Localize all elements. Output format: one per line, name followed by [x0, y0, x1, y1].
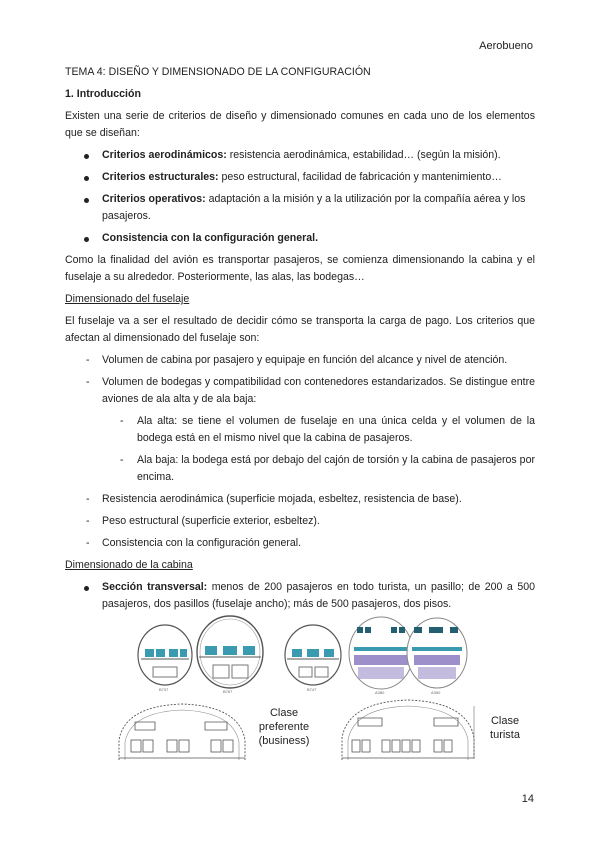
cabin-bullet-text: menos de 200 pasajeros en todo turista, un pasillo; de 200 a 500 pasajeros, dos pasillos (fuselaje ancho); más de 500 pasajeros, dos pisos.: [102, 581, 535, 610]
cross-section-tag: B767: [223, 689, 233, 694]
criteria-text: peso estructural, facilidad de fabricación y mantenimiento…: [218, 171, 502, 183]
cabin-bullet: [65, 579, 535, 613]
business-class-label: Clase preferente (business): [258, 707, 310, 747]
criteria-term: Criterios estructurales:: [102, 171, 219, 183]
fuselage-subitem-text: Ala baja: la bodega está por debajo del cajón de torsión y la cabina de pasajeros por encima.: [137, 454, 535, 483]
bullet-dot: [84, 154, 89, 159]
cross-section-tag: B747: [307, 687, 317, 692]
intro-closing: Como la finalidad del avión es transportar pasajeros, se comienza dimensionando la cabina y el fuselaje a su alrededor. Posteriormente, las alas, las bodegas…: [65, 254, 535, 283]
business-class-sketch: [115, 700, 250, 762]
cross-section-tag: A350: [431, 690, 441, 695]
criteria-text: resistencia aerodinámica, estabilidad… (según la misión).: [226, 149, 501, 161]
fuselage-item-text: Volumen de bodegas y compatibilidad con contenedores estandarizados. Se distingue entre aviones de ala alta y de ala baja:: [102, 376, 535, 405]
criteria-text: adaptación a la misión y a la utilización por la compañía aérea y los pasajeros.: [102, 193, 526, 222]
fuselage-item: - Peso estructural (superficie exterior, esbeltez).: [86, 515, 320, 527]
criteria-term: Criterios operativos:: [102, 193, 206, 205]
cross-section-double-deck: [349, 617, 413, 695]
fuselage-item: - Resistencia aerodinámica (superficie mojada, esbeltez, resistencia de base).: [86, 493, 462, 505]
fuselage-subitem: - Ala baja: la bodega está por debajo del cajón de torsión y la cabina de pasajeros por encima.: [120, 454, 535, 483]
fuselage-subitem: - Ala alta: se tiene el volumen de fuselaje en una única celda y el volumen de la bodega está en el mismo nivel que la cabina de pasajeros.: [120, 415, 535, 444]
criteria-term: Consistencia con la configuración general.: [102, 232, 319, 244]
running-header: Aerobueno: [479, 40, 533, 52]
intro-paragraph: Existen una serie de criterios de diseño y dimensionado comunes en cada uno de los elementos que se diseñan:: [65, 110, 535, 139]
cross-section-widebody: [197, 616, 263, 694]
fuselage-item-text: Peso estructural (superficie exterior, esbeltez).: [102, 515, 320, 527]
fuselage-item-text: Resistencia aerodinámica (superficie mojada, esbeltez, resistencia de base).: [102, 493, 462, 505]
criteria-item: [65, 147, 535, 164]
criteria-term: Criterios aerodinámicos:: [102, 149, 227, 161]
fuselage-item: - Consistencia con la configuración general.: [86, 537, 302, 549]
criteria-item: [65, 191, 535, 225]
section-title: TEMA 4: DISEÑO Y DIMENSIONADO DE LA CONFIGURACIÓN: [65, 66, 371, 78]
fuselage-heading: Dimensionado del fuselaje: [65, 293, 190, 305]
fuselage-paragraph: El fuselaje va a ser el resultado de decidir cómo se transporta la carga de pago. Los criterios que afectan al dimensionado del fuselaje son:: [65, 315, 535, 344]
cross-section-twin-aisle: [407, 618, 467, 695]
bullet-dot: [84, 198, 89, 203]
fuselage-cross-sections-figure: [135, 615, 470, 695]
fuselage-subitem-text: Ala alta: se tiene el volumen de fuselaje en una única celda y el volumen de la bodega está en el mismo nivel que la cabina de pasajeros.: [137, 415, 535, 444]
cross-section-tag: A380: [375, 690, 385, 695]
criteria-item: [65, 169, 535, 186]
bullet-dot: [84, 237, 89, 242]
page-content: [65, 64, 535, 613]
fuselage-item-text: Consistencia con la configuración general.: [102, 537, 302, 549]
intro-heading: 1. Introducción: [65, 88, 141, 100]
fuselage-item: - Volumen de bodegas y compatibilidad con contenedores estandarizados. Se distingue entre aviones de ala alta y de ala baja:: [86, 376, 535, 405]
fuselage-item-text: Volumen de cabina por pasajero y equipaje en función del alcance y nivel de atención.: [102, 354, 508, 366]
cross-section-tag: B737: [159, 687, 169, 692]
bullet-dot: [84, 586, 89, 591]
cabin-heading: Dimensionado de la cabina: [65, 559, 193, 571]
criteria-item: [65, 230, 535, 247]
bullet-dot: [84, 176, 89, 181]
tourist-class-sketch: [338, 696, 480, 762]
tourist-class-label: Clase turista: [490, 715, 520, 741]
cross-section-narrowbody: [138, 625, 192, 692]
cabin-bullet-term: Sección transversal:: [102, 581, 208, 593]
cross-section-hump: [285, 625, 341, 692]
page-number: 14: [521, 793, 534, 805]
fuselage-item: - Volumen de cabina por pasajero y equipaje en función del alcance y nivel de atención.: [86, 354, 508, 366]
